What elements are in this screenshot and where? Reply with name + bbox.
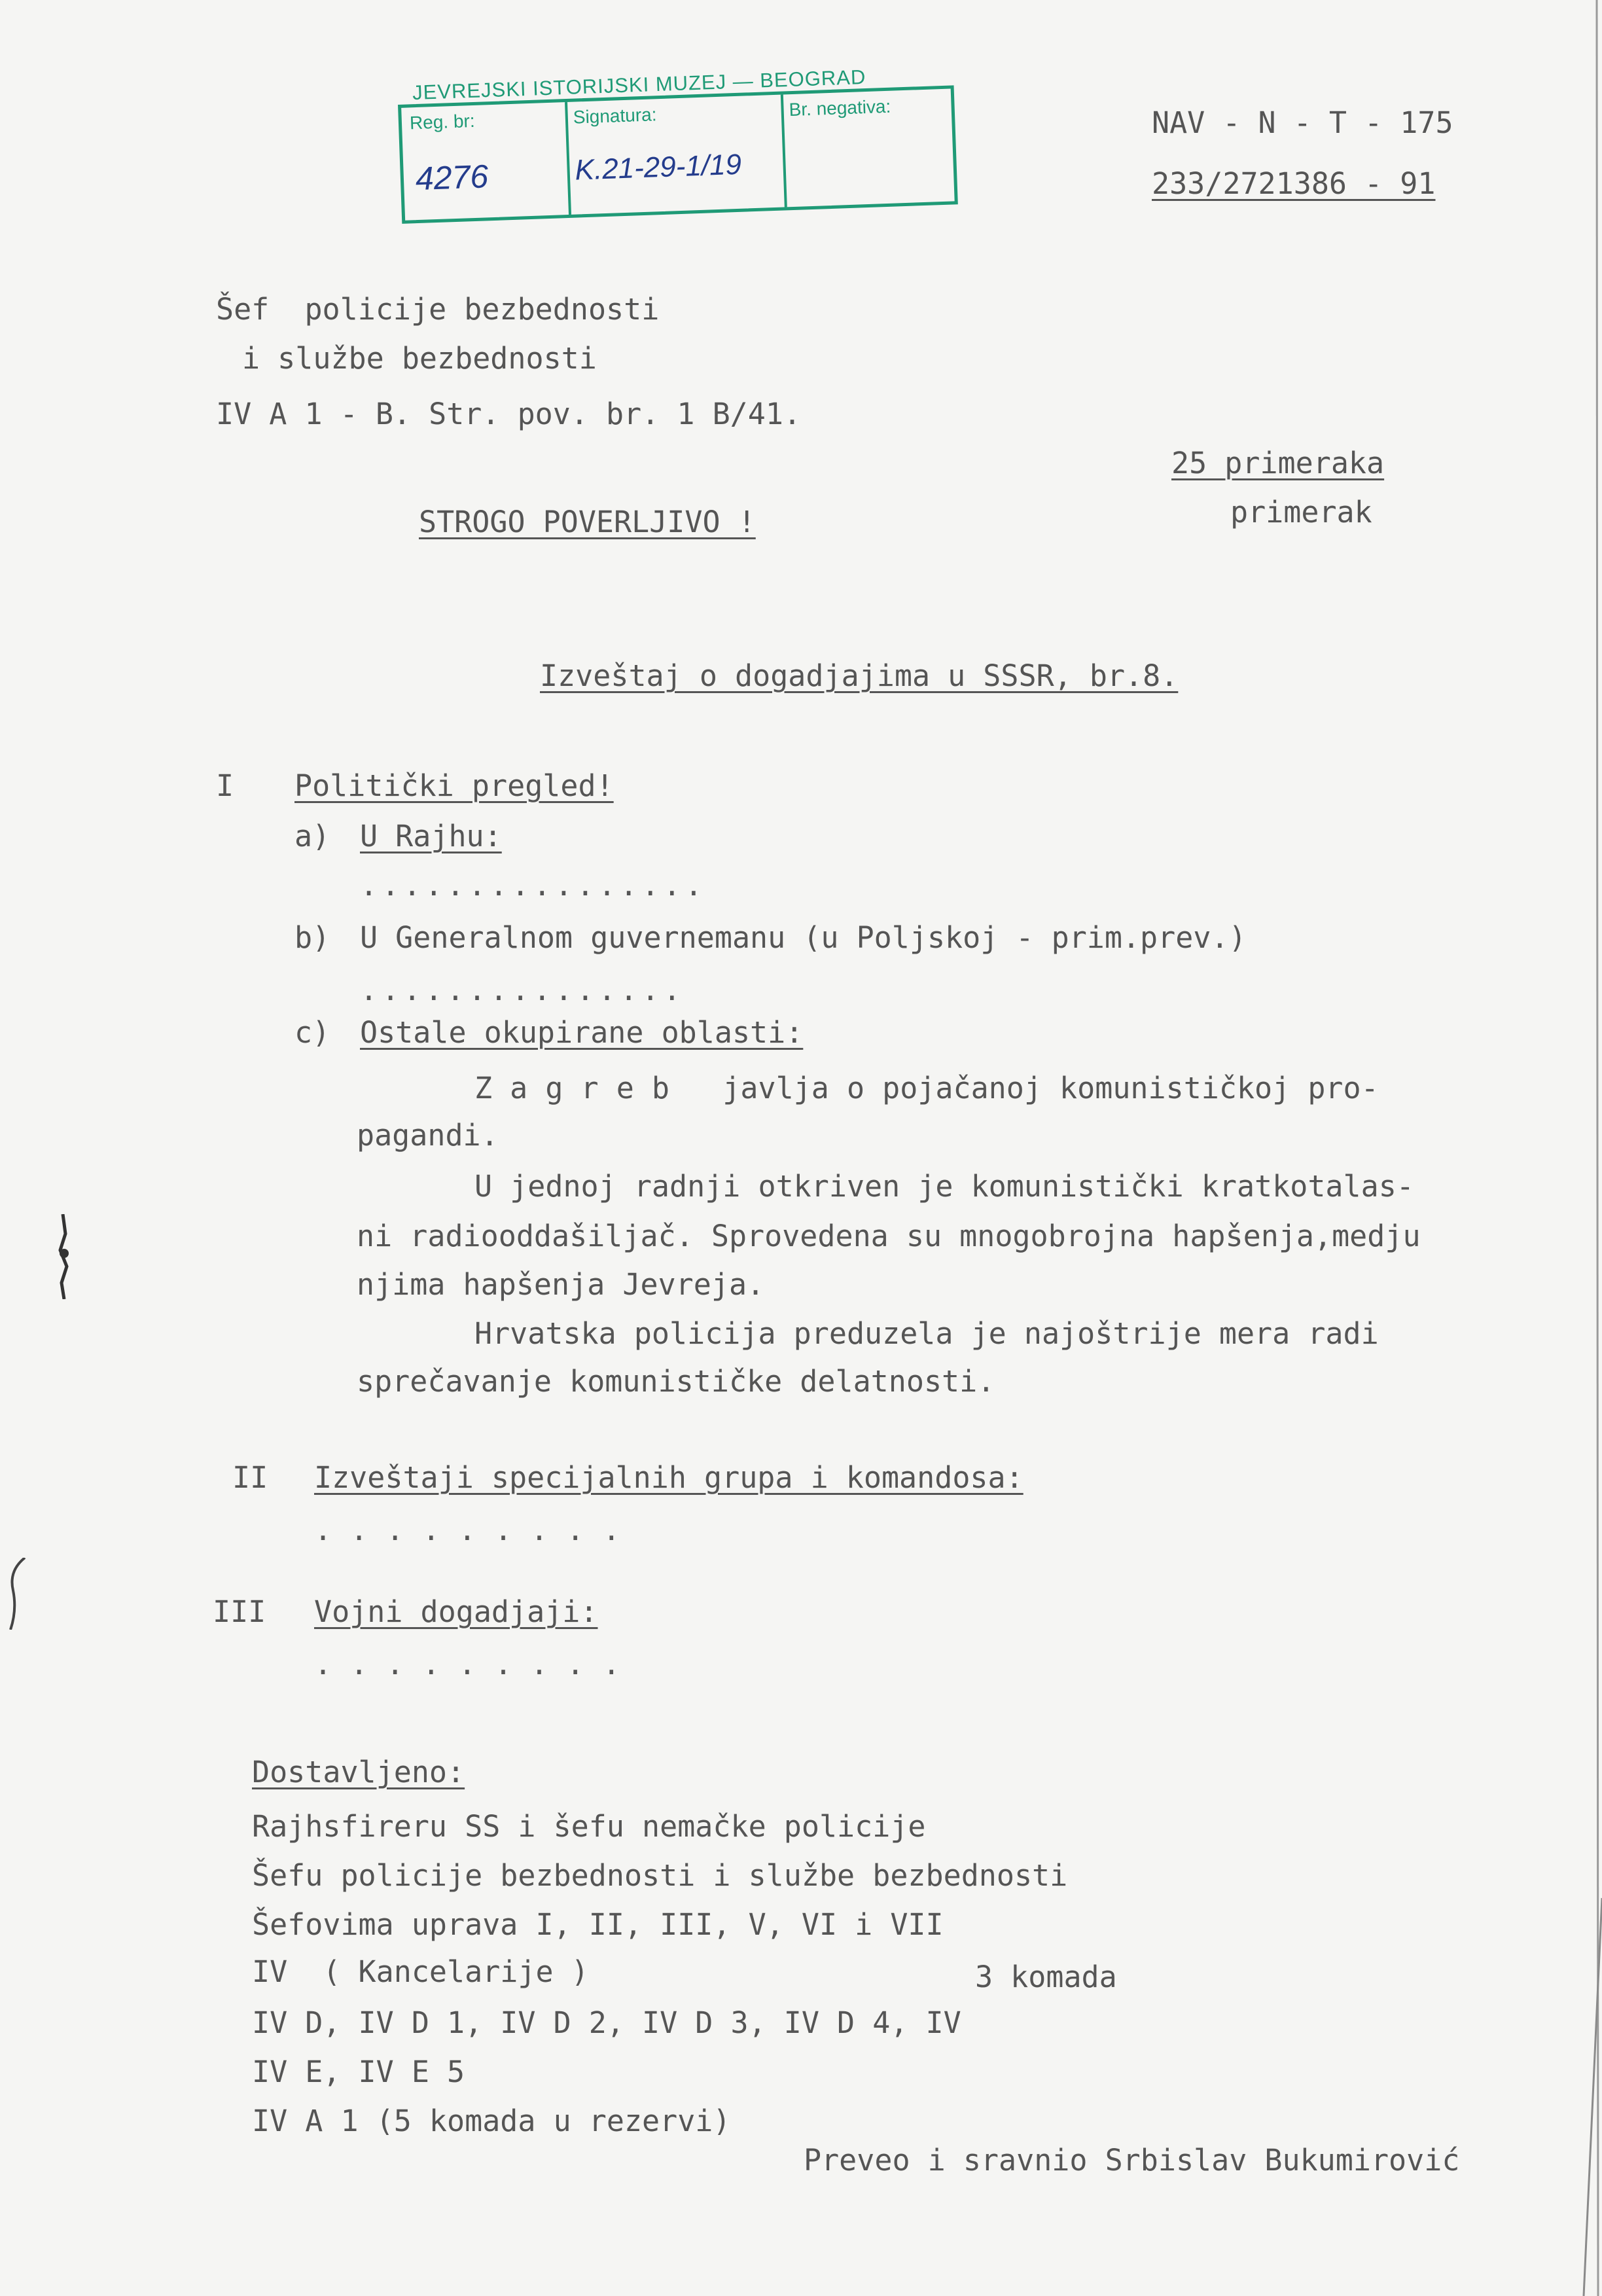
stamp-institution: JEVREJSKI ISTORIJSKI MUZEJ — BEOGRAD [412, 65, 866, 105]
classification: STROGO POVERLJIVO ! [419, 505, 756, 539]
distribution-heading: Dostavljeno: [252, 1755, 465, 1789]
paragraph2-line2: ni radiooddašiljač. Sprovedena su mnogobrojna hapšenja,medju [357, 1219, 1421, 1253]
stamp-negativa-label: Br. negativa: [789, 96, 891, 120]
section1-b-text: U Generalnom guvernemanu (u Poljskoj - prim.prev.) [360, 920, 1247, 955]
stamp-reg-cell [401, 102, 571, 221]
page-edge-fold [1571, 0, 1602, 2296]
paragraph2-line3: njima hapšenja Jevreja. [357, 1267, 765, 1302]
stamp-reg-label: Reg. br: [409, 110, 476, 134]
sender-line3: IV A 1 - B. Str. pov. br. 1 B/41. [216, 397, 802, 431]
distribution-line4-quantity: 3 komada [975, 1960, 1117, 1994]
distribution-line7: IV A 1 (5 komada u rezervi) [252, 2104, 731, 2138]
stamp-reg-value: 4276 [414, 158, 490, 198]
section2-dots: ......... [314, 1513, 639, 1547]
distribution-line4: IV ( Kancelarije ) [252, 1954, 589, 1989]
paragraph1-line1: Z a g r e b javlja o pojačanoj komunističkoj pro- [474, 1071, 1379, 1105]
distribution-line5: IV D, IV D 1, IV D 2, IV D 3, IV D 4, IV [252, 2005, 961, 2040]
section1-c-label: c) [294, 1015, 330, 1050]
section2-numeral: II [232, 1460, 268, 1495]
section1-numeral: I [216, 768, 234, 803]
stamp-negativa-cell [781, 89, 952, 207]
copies-line1: 25 primeraka [1171, 446, 1385, 480]
margin-punch-mark [51, 1214, 77, 1299]
sender-line1: Šef policije bezbednosti [216, 292, 660, 327]
distribution-line3: Šefovima uprava I, II, III, V, VI i VII [252, 1907, 944, 1942]
archive-reference-line2: 233/2721386 - 91 [1152, 166, 1436, 201]
section1-a-dots: ................ [360, 868, 707, 903]
paragraph2-line1: U jednoj radnji otkriven je komunistički kratkotalas- [474, 1169, 1414, 1204]
paragraph3-line1: Hrvatska policija preduzela je najoštrije mera radi [474, 1316, 1379, 1351]
section1-b-dots: ............... [360, 973, 685, 1007]
margin-edge-mark [5, 1558, 31, 1630]
section1-a-label: a) [294, 819, 330, 853]
distribution-line1: Rajhsfireru SS i šefu nemačke policije [252, 1809, 926, 1844]
museum-stamp [393, 65, 955, 217]
section3-heading: Vojni dogadjaji: [314, 1594, 598, 1629]
stamp-signatura-label: Signatura: [573, 104, 657, 128]
section3-dots: ......... [314, 1647, 639, 1681]
section1-heading: Politički pregled! [294, 768, 614, 803]
section3-numeral: III [213, 1594, 266, 1629]
section1-c-heading: Ostale okupirane oblasti: [360, 1015, 804, 1050]
stamp-signatura-cell [565, 94, 787, 215]
stamp-signatura-value: K.21-29-1/19 [574, 148, 742, 187]
archive-reference-line1: NAV - N - T - 175 [1152, 105, 1453, 140]
translator-note: Preveo i sravnio Srbislav Bukumirović [804, 2143, 1460, 2178]
distribution-line6: IV E, IV E 5 [252, 2054, 465, 2089]
document-title: Izveštaj o dogadjajima u SSSR, br.8. [540, 658, 1179, 693]
section2-heading: Izveštaji specijalnih grupa i komandosa: [314, 1460, 1024, 1495]
paragraph3-line2: sprečavanje komunističke delatnosti. [357, 1364, 995, 1399]
section1-b-label: b) [294, 920, 330, 955]
sender-line2: i službe bezbednosti [242, 341, 597, 376]
paragraph1-line2: pagandi. [357, 1118, 499, 1153]
copies-line2: primerak [1230, 495, 1372, 529]
stamp-box [398, 85, 958, 224]
distribution-line2: Šefu policije bezbednosti i službe bezbednosti [252, 1858, 1068, 1893]
section1-a-heading: U Rajhu: [360, 819, 502, 853]
